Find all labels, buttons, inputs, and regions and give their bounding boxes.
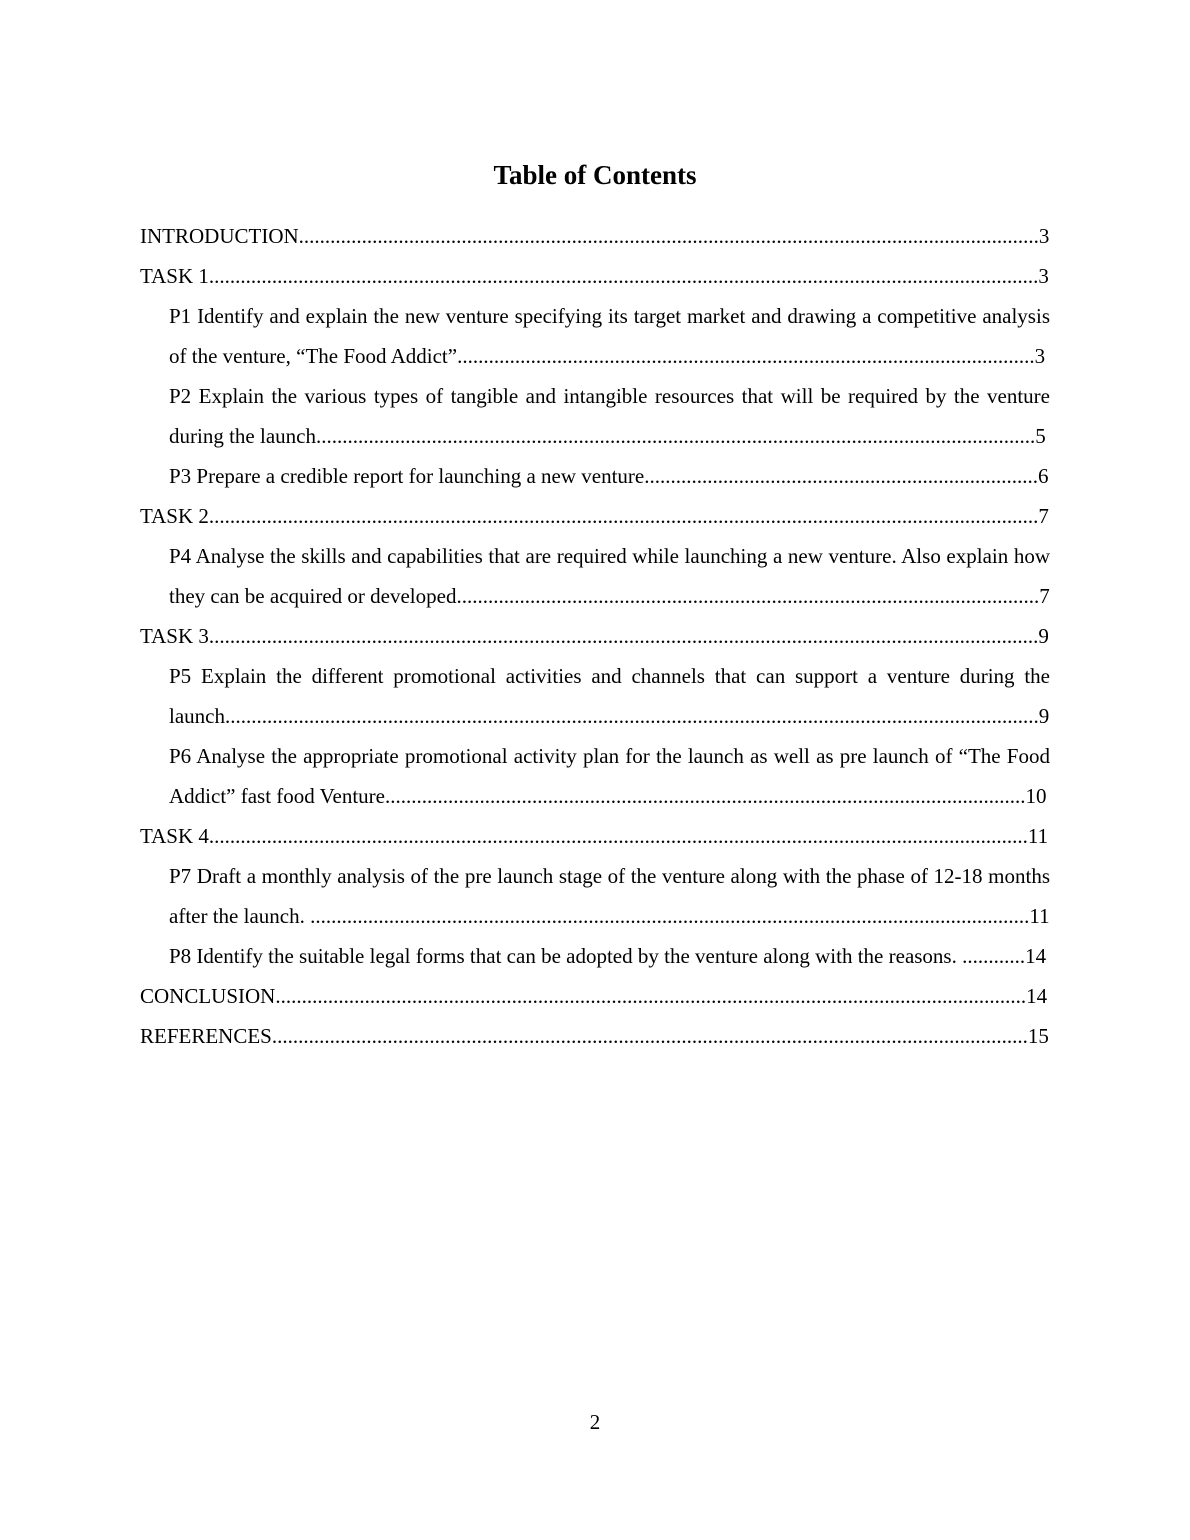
toc-entry-text: P7 Draft a monthly analysis of the pre launch stage of the venture along with the phase of 12-18 months after the launch. <box>169 864 1050 928</box>
toc-entry <box>140 976 1050 1016</box>
page-title: Table of Contents <box>493 160 697 190</box>
toc-entry-text: P1 Identify and explain the new venture specifying its target market and drawing a competitive analysis of the venture, “The Food Addict” <box>169 304 1050 368</box>
toc-page-number: 5 <box>1035 424 1046 448</box>
toc-entry-text: TASK 2 <box>140 504 209 528</box>
toc-entry-text: P2 Explain the various types of tangible and intangible resources that will be required by the venture during the launch <box>169 384 1050 448</box>
toc-page-number: 14 <box>1025 944 1047 968</box>
toc-dot-leader: .​.​.​.​.​.​.​.​.​.​.​.​.​.​.​.​.​.​.​.​.​.​.​.​.​.​.​.​.​.​.​.​.​.​.​.​.​.​.​.​.​.​.​.​.​.​.​.​.​.​.​.​.​.​.​.​.​.​.​.​.​.​.​.​.​.​.​.​.​.​.​.​.​.​.​.​.​.​.​.​.​.​.​.​.​.​.​.​.​.​.​.​.​.​.​.​.​.​.​.​.​.​.​.​.​.​.​.​.​.​ <box>457 344 1035 368</box>
toc-entry <box>140 496 1050 536</box>
toc-page-number: 3 <box>1038 224 1050 248</box>
toc-entry-text: TASK 4 <box>140 824 209 848</box>
toc-entry <box>140 616 1050 656</box>
toc-dot-leader: .​.​.​.​.​.​.​.​.​.​.​.​.​.​.​.​.​.​.​.​.​.​.​.​.​.​.​.​.​.​.​.​.​.​.​.​.​.​.​.​.​.​.​.​.​.​.​.​.​.​.​.​.​.​.​.​.​.​.​.​.​.​.​.​.​.​.​.​.​.​.​.​.​.​.​.​.​.​.​.​.​.​.​.​.​.​.​.​.​.​.​.​.​.​.​.​.​.​.​.​.​.​.​.​.​.​.​.​.​.​.​.​.​.​.​.​.​.​.​.​.​.​.​.​.​.​.​.​.​.​.​.​.​.​.​.​.​.​.​.​.​.​.​.​.​.​.​.​.​.​.​.​.​.​.​.​.​.​ <box>208 504 1039 528</box>
toc-page-number: 3 <box>1038 264 1049 288</box>
toc-dot-leader: .​.​.​.​.​.​.​.​.​.​.​.​.​.​.​.​.​.​.​.​.​.​.​.​.​.​.​.​.​.​.​.​.​.​.​.​.​.​.​.​.​.​.​.​.​.​.​.​.​.​.​.​.​.​.​.​.​.​.​.​.​.​.​.​.​.​.​.​.​.​.​.​.​.​.​ <box>644 464 1038 488</box>
toc-page-number: 15 <box>1027 1024 1049 1048</box>
toc-entry-text: CONCLUSION <box>140 984 276 1008</box>
toc-page-number: 7 <box>1039 584 1050 608</box>
toc-entry-text: P4 Analyse the skills and capabilities that are required while launching a new venture. Also explain how they can be acquired or developed <box>169 544 1050 608</box>
toc-entry <box>140 296 1050 376</box>
toc-page-number: 14 <box>1026 984 1048 1008</box>
toc-entry <box>140 656 1050 736</box>
toc-dot-leader: .​.​.​.​.​.​.​.​.​.​.​.​.​.​.​.​.​.​.​.​.​.​.​.​.​.​.​.​.​.​.​.​.​.​.​.​.​.​.​.​.​.​.​.​.​.​.​.​.​.​.​.​.​.​.​.​.​.​.​.​.​.​.​.​.​.​.​.​.​.​.​.​.​.​.​.​.​.​.​.​.​.​.​.​.​.​.​.​.​.​.​.​.​.​.​.​.​.​.​.​.​.​.​.​.​.​.​.​.​.​.​.​.​.​.​.​.​.​.​.​.​.​.​.​.​.​.​.​.​.​.​.​.​.​.​.​.​.​.​.​.​.​.​ <box>275 984 1027 1008</box>
toc-entry <box>140 1016 1050 1056</box>
toc-dot-leader: .​.​.​.​.​.​.​.​.​.​.​.​.​.​.​.​.​.​.​.​.​.​.​.​.​.​.​.​.​.​.​.​.​.​.​.​.​.​.​.​.​.​.​.​.​.​.​.​.​.​.​.​.​.​.​.​.​.​.​.​.​.​.​.​.​.​.​.​.​.​.​.​.​.​.​.​.​.​.​.​.​.​.​.​.​.​.​.​.​.​.​.​.​.​.​.​.​.​.​.​.​.​.​.​.​.​.​.​.​.​.​.​.​.​.​.​.​.​.​.​.​.​ <box>384 784 1026 808</box>
toc-list <box>140 216 1050 1056</box>
toc-dot-leader: .​.​.​.​.​.​.​.​.​.​.​.​ <box>962 944 1026 968</box>
toc-entry-text: P8 Identify the suitable legal forms that can be adopted by the venture along with the reasons. <box>169 944 963 968</box>
toc-entry-text: TASK 1 <box>140 264 209 288</box>
toc-entry-text: REFERENCES <box>140 1024 272 1048</box>
toc-page-number: 6 <box>1037 464 1049 488</box>
toc-entry <box>140 216 1050 256</box>
toc-entry <box>140 376 1050 456</box>
toc-dot-leader: .​.​.​.​.​.​.​.​.​.​.​.​.​.​.​.​.​.​.​.​.​.​.​.​.​.​.​.​.​.​.​.​.​.​.​.​.​.​.​.​.​.​.​.​.​.​.​.​.​.​.​.​.​.​.​.​.​.​.​.​.​.​.​.​.​.​.​.​.​.​.​.​.​.​.​.​.​.​.​.​.​.​.​.​.​.​.​.​.​.​.​.​.​.​.​.​.​.​.​.​.​.​.​.​.​.​.​.​.​.​.​.​.​.​.​.​.​.​.​.​.​.​.​.​.​.​.​.​.​.​.​.​.​.​.​.​.​.​.​.​.​.​.​.​.​.​.​.​.​.​.​.​.​.​.​.​.​.​ <box>208 624 1039 648</box>
toc-page-number: 9 <box>1038 624 1049 648</box>
toc-dot-leader: .​.​.​.​.​.​.​.​.​.​.​.​.​.​.​.​.​.​.​.​.​.​.​.​.​.​.​.​.​.​.​.​.​.​.​.​.​.​.​.​.​.​.​.​.​.​.​.​.​.​.​.​.​.​.​.​.​.​.​.​.​.​.​.​.​.​.​.​.​.​.​.​.​.​.​.​.​.​.​.​.​.​.​.​.​.​.​.​.​.​.​.​.​.​.​.​.​.​.​.​.​.​.​.​.​.​.​.​.​.​.​.​.​.​.​.​.​.​.​.​.​.​.​.​.​.​.​.​.​.​.​.​.​.​.​.​.​.​.​.​.​.​.​.​ <box>271 1024 1028 1048</box>
toc-entry <box>140 936 1050 976</box>
toc-dot-leader: .​.​.​.​.​.​.​.​.​.​.​.​.​.​.​.​.​.​.​.​.​.​.​.​.​.​.​.​.​.​.​.​.​.​.​.​.​.​.​.​.​.​.​.​.​.​.​.​.​.​.​.​.​.​.​.​.​.​.​.​.​.​.​.​.​.​.​.​.​.​.​.​.​.​.​.​.​.​.​.​.​.​.​.​.​.​.​.​.​.​.​.​.​.​.​.​.​.​.​.​.​.​.​.​.​.​.​.​.​.​.​.​.​.​.​.​.​.​.​.​.​.​.​.​.​.​.​.​.​.​.​.​.​.​.​.​.​.​.​.​.​.​.​.​.​.​.​.​.​.​.​.​.​.​.​.​.​.​ <box>208 264 1039 288</box>
toc-dot-leader: .​.​.​.​.​.​.​.​.​.​.​.​.​.​.​.​.​.​.​.​.​.​.​.​.​.​.​.​.​.​.​.​.​.​.​.​.​.​.​.​.​.​.​.​.​.​.​.​.​.​.​.​.​.​.​.​.​.​.​.​.​.​.​.​.​.​.​.​.​.​.​.​.​.​.​.​.​.​.​.​.​.​.​.​.​.​.​.​.​.​.​.​.​.​.​.​.​.​.​.​.​.​.​.​.​.​.​.​.​.​.​.​.​.​.​.​.​.​.​.​.​.​.​.​.​.​.​.​.​.​.​.​.​.​.​.​.​ <box>310 904 1030 928</box>
toc-dot-leader: .​.​.​.​.​.​.​.​.​.​.​.​.​.​.​.​.​.​.​.​.​.​.​.​.​.​.​.​.​.​.​.​.​.​.​.​.​.​.​.​.​.​.​.​.​.​.​.​.​.​.​.​.​.​.​.​.​.​.​.​.​.​.​.​.​.​.​.​.​.​.​.​.​.​.​.​.​.​.​.​.​.​.​.​.​.​.​.​.​.​.​.​.​.​.​.​.​.​.​.​.​.​.​.​.​.​.​.​.​.​.​.​.​.​.​.​.​.​.​.​.​.​.​.​.​.​.​.​.​.​.​.​.​.​.​.​.​.​.​.​.​.​.​.​.​.​.​.​.​.​.​.​.​.​.​ <box>224 704 1039 728</box>
toc-entry <box>140 536 1050 616</box>
toc-dot-leader: .​.​.​.​.​.​.​.​.​.​.​.​.​.​.​.​.​.​.​.​.​.​.​.​.​.​.​.​.​.​.​.​.​.​.​.​.​.​.​.​.​.​.​.​.​.​.​.​.​.​.​.​.​.​.​.​.​.​.​.​.​.​.​.​.​.​.​.​.​.​.​.​.​.​.​.​.​.​.​.​.​.​.​.​.​.​.​.​.​.​.​.​.​.​.​.​.​.​.​.​.​.​.​.​.​.​.​.​.​.​.​ <box>456 584 1040 608</box>
toc-dot-leader: .​.​.​.​.​.​.​.​.​.​.​.​.​.​.​.​.​.​.​.​.​.​.​.​.​.​.​.​.​.​.​.​.​.​.​.​.​.​.​.​.​.​.​.​.​.​.​.​.​.​.​.​.​.​.​.​.​.​.​.​.​.​.​.​.​.​.​.​.​.​.​.​.​.​.​.​.​.​.​.​.​.​.​.​.​.​.​.​.​.​.​.​.​.​.​.​.​.​.​.​.​.​.​.​.​.​.​.​.​.​.​.​.​.​.​.​.​.​.​.​.​.​.​.​.​.​.​.​.​.​.​.​.​.​.​.​.​.​.​.​.​ <box>298 224 1039 248</box>
toc-page-number: 10 <box>1025 784 1047 808</box>
toc-page-number: 3 <box>1034 344 1046 368</box>
toc-entry-text: P6 Analyse the appropriate promotional activity plan for the launch as well as pre launch of “The Food Addict” fast food Venture <box>169 744 1050 808</box>
toc-entry <box>140 456 1050 496</box>
toc-page-number: 9 <box>1038 704 1050 728</box>
toc-dot-leader: .​.​.​.​.​.​.​.​.​.​.​.​.​.​.​.​.​.​.​.​.​.​.​.​.​.​.​.​.​.​.​.​.​.​.​.​.​.​.​.​.​.​.​.​.​.​.​.​.​.​.​.​.​.​.​.​.​.​.​.​.​.​.​.​.​.​.​.​.​.​.​.​.​.​.​.​.​.​.​.​.​.​.​.​.​.​.​.​.​.​.​.​.​.​.​.​.​.​.​.​.​.​.​.​.​.​.​.​.​.​.​.​.​.​.​.​.​.​.​.​.​.​.​.​.​.​.​.​.​.​.​.​.​.​.​.​.​ <box>315 424 1036 448</box>
toc-page-number: 11 <box>1029 904 1050 928</box>
toc-entry-text: TASK 3 <box>140 624 209 648</box>
toc-dot-leader: .​.​.​.​.​.​.​.​.​.​.​.​.​.​.​.​.​.​.​.​.​.​.​.​.​.​.​.​.​.​.​.​.​.​.​.​.​.​.​.​.​.​.​.​.​.​.​.​.​.​.​.​.​.​.​.​.​.​.​.​.​.​.​.​.​.​.​.​.​.​.​.​.​.​.​.​.​.​.​.​.​.​.​.​.​.​.​.​.​.​.​.​.​.​.​.​.​.​.​.​.​.​.​.​.​.​.​.​.​.​.​.​.​.​.​.​.​.​.​.​.​.​.​.​.​.​.​.​.​.​.​.​.​.​.​.​.​.​.​.​.​.​.​.​.​.​.​.​.​.​.​.​.​.​.​.​ <box>208 824 1028 848</box>
toc-entry <box>140 856 1050 936</box>
toc-entry <box>140 816 1050 856</box>
toc-entry-text: P5 Explain the different promotional activities and channels that can support a venture during the launch <box>169 664 1050 728</box>
toc-page-number: 7 <box>1038 504 1049 528</box>
toc-entry <box>140 256 1050 296</box>
page-number: 2 <box>589 1410 601 1434</box>
toc-page-number: 11 <box>1027 824 1049 848</box>
toc-entry-text: INTRODUCTION <box>140 224 299 248</box>
toc-entry-text: P3 Prepare a credible report for launching a new venture <box>169 464 645 488</box>
toc-entry <box>140 736 1050 816</box>
